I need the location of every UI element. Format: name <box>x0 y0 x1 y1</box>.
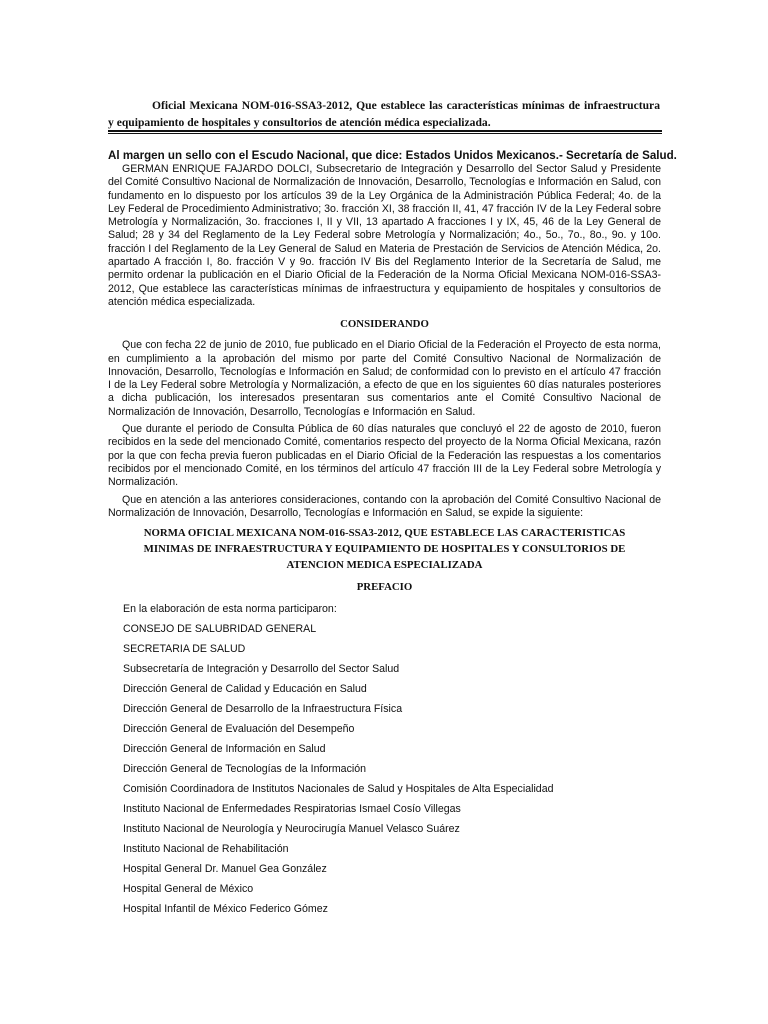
considerando-paragraph: Que en atención a las anteriores consideraciones, contando con la aprobación del Comité Consultivo Nacional de Normalización de Innovación, Desarrollo, Tecnologías e Información en Salud, se expide la siguiente: <box>108 493 661 519</box>
list-item: Instituto Nacional de Neurología y Neurocirugía Manuel Velasco Suárez <box>123 823 460 836</box>
list-item: Dirección General de Tecnologías de la Información <box>123 763 367 776</box>
margin-note: Al margen un sello con el Escudo Nacional, que dice: Estados Unidos Mexicanos.- Secretaría de Salud. <box>108 149 677 162</box>
list-item: Hospital Infantil de México Federico Gómez <box>123 903 328 916</box>
participants-list <box>108 599 661 919</box>
list-item: Dirección General de Calidad y Educación en Salud <box>123 683 367 696</box>
list-item: Instituto Nacional de Enfermedades Respiratorias Ismael Cosío Villegas <box>123 803 461 816</box>
document-header <box>108 97 660 131</box>
list-item: Dirección General de Evaluación del Desempeño <box>123 723 355 736</box>
list-item: CONSEJO DE SALUBRIDAD GENERAL <box>123 623 317 636</box>
header-rule-thin <box>108 133 662 134</box>
header-rule <box>108 130 662 132</box>
document-body <box>108 163 661 919</box>
list-item: Comisión Coordinadora de Institutos Nacionales de Salud y Hospitales de Alta Especialidad <box>123 783 554 796</box>
list-item: Instituto Nacional de Rehabilitación <box>123 843 289 856</box>
header-line-1: Oficial Mexicana NOM-016-SSA3-2012, Que establece las características mínimas de infraestructura <box>152 99 660 112</box>
list-item: Hospital General de México <box>123 883 254 896</box>
list-item: En la elaboración de esta norma participaron: <box>123 603 337 616</box>
header-line-2: y equipamiento de hospitales y consultorios de atención médica especializada. <box>108 116 491 129</box>
list-item: Dirección General de Desarrollo de la Infraestructura Física <box>123 703 403 716</box>
list-item: Dirección General de Información en Salud <box>123 743 326 756</box>
considerando-heading: CONSIDERANDO <box>340 318 429 331</box>
list-item: Subsecretaría de Integración y Desarrollo del Sector Salud <box>123 663 400 676</box>
list-item: SECRETARIA DE SALUD <box>123 643 246 656</box>
list-item: Hospital General Dr. Manuel Gea González <box>123 863 327 876</box>
prefacio-heading: PREFACIO <box>356 581 413 594</box>
norma-title: NORMA OFICIAL MEXICANA NOM-016-SSA3-2012, QUE ESTABLECE LAS CARACTERISTICAS MINIMAS DE INFRAESTRUCTURA Y EQUIPAMIENTO DE HOSPITALES Y CONSULTORIOS DE ATENCION MEDICA ESPECIALIZADA <box>143 527 626 572</box>
considerando-paragraph: Que durante el periodo de Consulta Pública de 60 días naturales que concluyó el 22 de agosto de 2010, fueron recibidos en la sede del mencionado Comité, comentarios respecto del proyecto de la Norma Oficial Mexicana, razón por la que con fecha previa fueron publicadas en el Diario Oficial de la Federación las respuestas a los comentarios recibidos por el mencionado Comité, en los términos del artículo 47 fracción III de la Ley Federal sobre Metrología y Normalización. <box>108 423 661 489</box>
considerando-paragraph: Que con fecha 22 de junio de 2010, fue publicado en el Diario Oficial de la Federación el Proyecto de esta norma, en cumplimiento a la aprobación del mismo por parte del Comité Consultivo Nacional de Normalización de Innovación, Desarrollo, Tecnologías e Información en Salud; de conformidad con lo previsto en el artículo 47 fracción I de la Ley Federal sobre Metrología y Normalización, a efecto de que en los siguientes 60 días naturales posteriores a dicha publicación, los interesados presentaran sus comentarios ante el Comité Consultivo Nacional de Normalización de Innovación, Desarrollo, Tecnologías e Información en Salud. <box>108 339 661 418</box>
intro-paragraph: GERMAN ENRIQUE FAJARDO DOLCI, Subsecretario de Integración y Desarrollo del Sector Salud y Presidente del Comité Consultivo Nacional de Normalización de Innovación, Desarrollo, Tecnologías e Información en Salud, con fundamento en lo dispuesto por los artículos 39 de la Ley Orgánica de la Administración Pública Federal; 4o. de la Ley Federal de Procedimiento Administrativo; 3o. fracción XI, 38 fracción II, 41, 47 fracción IV de la Ley Federal sobre Metrología y Normalización, 3o. fracciones I, II y VII, 13 apartado A fracciones I y IX, 45, 46 de la Ley General de Salud; 28 y 34 del Reglamento de la Ley Federal sobre Metrología y Normalización; 4o., 5o., 7o., 8o., 9o. y 10o. fracción I del Reglamento de la Ley General de Salud en Materia de Prestación de Servicios de Atención Médica, 2o. apartado A fracción I, 8o. fracción V y 9o. fracción IV Bis del Reglamento Interior de la Secretaría de Salud, me permito ordenar la publicación en el Diario Oficial de la Federación de la Norma Oficial Mexicana NOM-016-SSA3-2012, Que establece las características mínimas de infraestructura y equipamiento de hospitales y consultorios de atención médica especializada. <box>108 163 661 308</box>
